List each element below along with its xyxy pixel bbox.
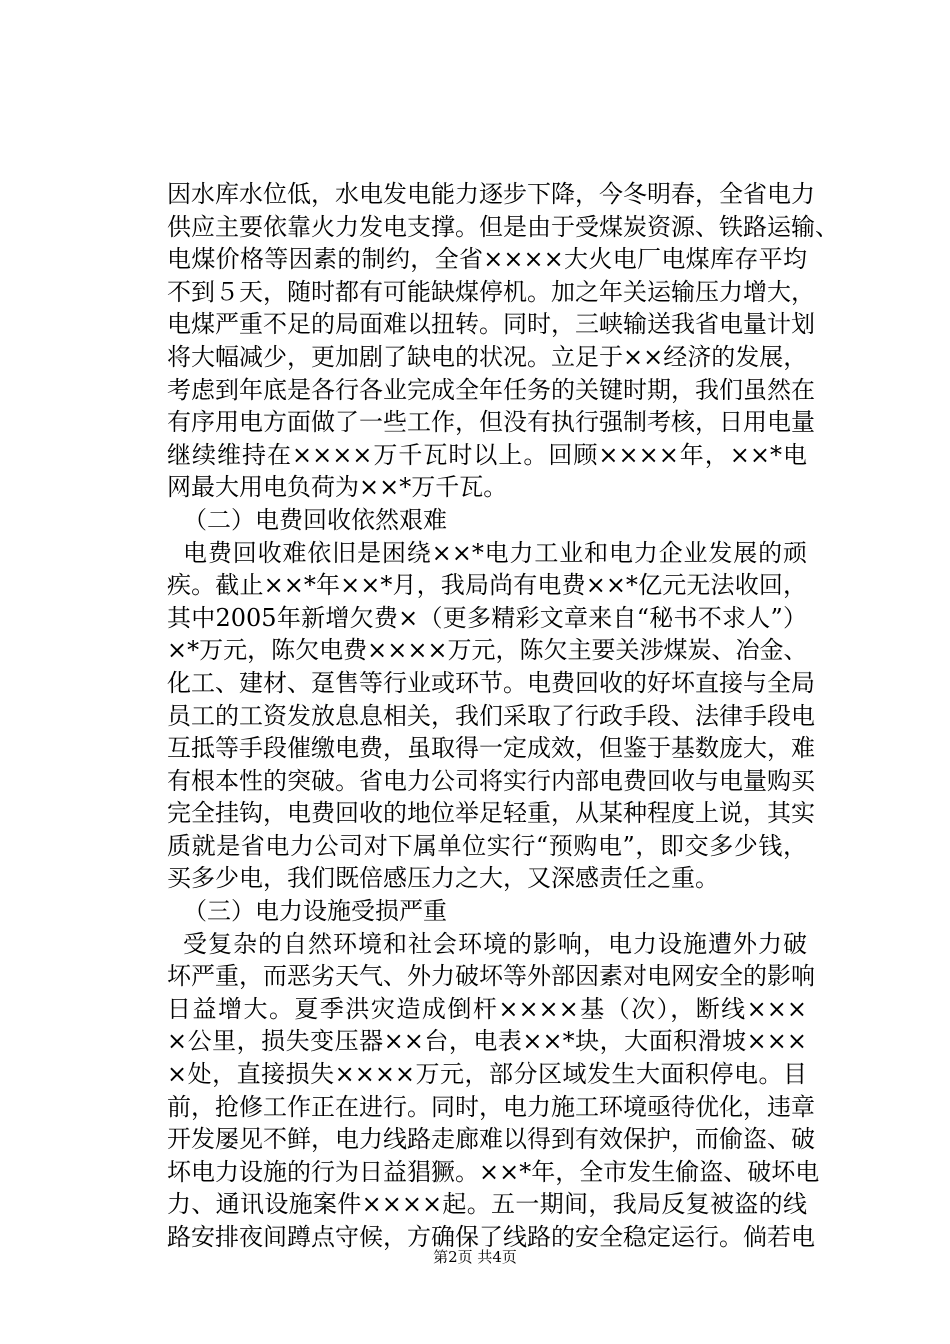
text-line: 有根本性的突破。省电力公司将实行内部电费回收与电量购买: [167, 766, 815, 795]
text-line: 疾。截止××*年××*月，我局尚有电费××*亿元无法收回，: [167, 571, 807, 600]
text-line: 质就是省电力公司对下属单位实行“预购电”，即交多少钱，: [167, 831, 807, 860]
text-line: 日益增大。夏季洪灾造成倒杆××××基（次），断线×××: [167, 994, 807, 1023]
text-line: 坏电力设施的行为日益猖獗。××*年，全市发生偷盗、破坏电: [167, 1157, 820, 1186]
text-line: 供应主要依靠火力发电支撑。但是由于受煤炭资源、铁路运输、: [167, 212, 839, 241]
text-line: 买多少电，我们既倍感压力之大，又深感责任之重。: [167, 864, 719, 893]
text-line: 电煤价格等因素的制约，全省××××大火电厂电煤库存平均: [167, 245, 807, 274]
text-line: 电煤严重不足的局面难以扭转。同时，三峡输送我省电量计划: [167, 310, 815, 339]
text-line: ×公里，损失变压器××台，电表××*块，大面积滑坡×××: [167, 1027, 807, 1056]
document-body: [167, 178, 839, 1254]
text-line: 将大幅减少，更加剧了缺电的状况。立足于××经济的发展，: [167, 342, 808, 371]
text-line: 电费回收难依旧是困绕××*电力工业和电力企业发展的顽: [183, 538, 807, 567]
text-line: 开发屡见不鲜，电力线路走廊难以得到有效保护，而偷盗、破: [167, 1125, 815, 1154]
text-line: 其中2005年新增欠费×（更多精彩文章来自“秘书不求人”）: [167, 603, 807, 632]
text-line: 因水库水位低，水电发电能力逐步下降，今冬明春，全省电力: [167, 180, 815, 208]
text-line: 网最大用电负荷为××*万千瓦。: [167, 473, 508, 502]
text-line: ×*万元，陈欠电费××××万元，陈欠主要关涉煤炭、冶金、: [167, 636, 808, 665]
text-line: 路安排夜间蹲点守候，方确保了线路的安全稳定运行。倘若电: [167, 1223, 815, 1251]
text-line: 继续维持在××××万千瓦时以上。回顾××××年，××*电: [167, 440, 807, 469]
text-line: 坏严重，而恶劣天气、外力破坏等外部因素对电网安全的影响: [167, 962, 815, 991]
text-line: 前，抢修工作正在进行。同时，电力施工环境亟待优化，违章: [167, 1092, 815, 1121]
text-line: 互抵等手段催缴电费，虽取得一定成效，但鉴于基数庞大，难: [167, 734, 815, 763]
section-heading: （三）电力设施受损严重: [183, 897, 447, 926]
text-line: 员工的工资发放息息相关，我们采取了行政手段、法律手段电: [167, 701, 815, 730]
text-line: 不到５天，随时都有可能缺煤停机。加之年关运输压力增大，: [167, 277, 815, 306]
section-heading: （二）电费回收依然艰难: [183, 505, 447, 534]
text-line: 力、通讯设施案件××××起。五一期间，我局反复被盗的线: [167, 1190, 807, 1219]
text-line: 化工、建材、趸售等行业或环节。电费回收的好坏直接与全局: [167, 668, 815, 697]
text-line: ×处，直接损失××××万元，部分区域发生大面积停电。目: [167, 1060, 807, 1089]
text-line: 有序用电方面做了一些工作，但没有执行强制考核，日用电量: [167, 408, 815, 437]
text-line: 考虑到年底是各行各业完成全年任务的关键时期，我们虽然在: [167, 375, 815, 404]
text-line: 完全挂钩，电费回收的地位举足轻重，从某种程度上说，其实: [167, 799, 815, 828]
page-number-footer: 第2页 共4页: [433, 1248, 517, 1266]
text-line: 受复杂的自然环境和社会环境的影响，电力设施遭外力破: [183, 929, 807, 958]
